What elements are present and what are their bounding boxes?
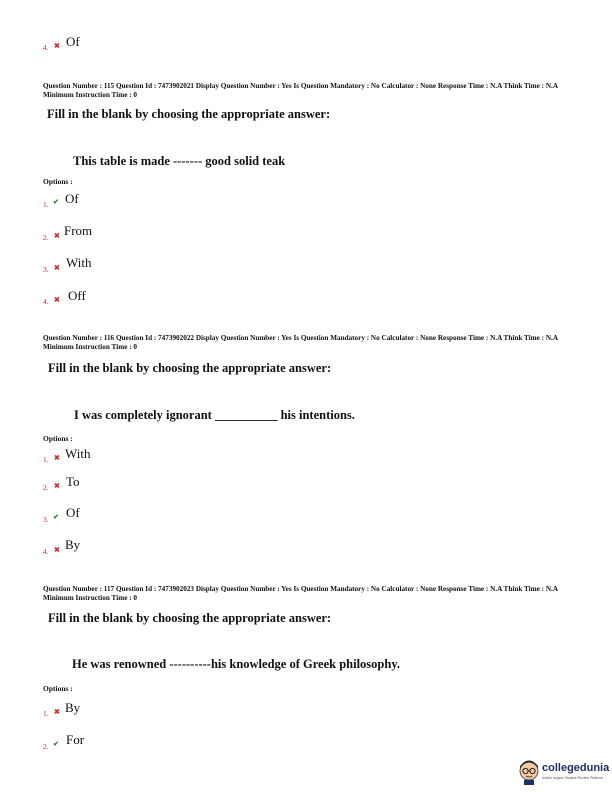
question-text: He was renowned ----------his knowledge of Greek philosophy.: [72, 657, 401, 671]
wrong-mark-icon: ✖: [54, 296, 60, 304]
logo-name: collegedunia: [542, 762, 610, 774]
question-meta: Question Number : 117 Question Id : 7473902023 Display Question Number : Yes Is Question Mandatory : No Calculator : None Response Time : N.A Think Time : N.A Minimum Instruction Time : 0: [43, 585, 558, 602]
option-number: 4.: [43, 43, 49, 52]
option-number: 1.: [43, 709, 49, 718]
question-instruction: Fill in the blank by choosing the appropriate answer:: [48, 611, 332, 625]
mascot-icon: [518, 759, 540, 785]
option-text: With: [66, 255, 92, 270]
option-number: 1.: [43, 200, 49, 209]
options-label: Options :: [43, 434, 73, 443]
option-number: 3.: [43, 265, 49, 274]
option-text: Of: [66, 505, 80, 520]
option-number: 2.: [43, 483, 49, 492]
wrong-mark-icon: ✖: [54, 42, 60, 50]
option-text: From: [64, 223, 93, 238]
question-instruction: Fill in the blank by choosing the appropriate answer:: [48, 361, 332, 375]
question-text: I was completely ignorant __________ his intentions.: [74, 408, 355, 422]
wrong-mark-icon: ✖: [54, 264, 60, 272]
option-number: 2.: [43, 742, 49, 751]
options-label: Options :: [43, 684, 73, 693]
option-text: For: [66, 732, 85, 747]
logo-tagline: India's largest Student Review Platform: [542, 776, 603, 780]
question-instruction: Fill in the blank by choosing the appropriate answer:: [47, 107, 331, 121]
option-text: Of: [66, 34, 80, 49]
wrong-mark-icon: ✖: [54, 454, 60, 462]
correct-mark-icon: ✔: [53, 740, 59, 748]
option-text: By: [65, 700, 81, 715]
option-number: 4.: [43, 547, 49, 556]
question-meta: Question Number : 115 Question Id : 7473902021 Display Question Number : Yes Is Question Mandatory : No Calculator : None Response Time : N.A Think Time : N.A Minimum Instruction Time : 0: [43, 82, 558, 99]
option-number: 2.: [43, 233, 49, 242]
question-text: This table is made ------- good solid teak: [73, 154, 286, 168]
option-number: 4.: [43, 297, 49, 306]
wrong-mark-icon: ✖: [54, 482, 60, 490]
option-number: 3.: [43, 515, 49, 524]
collegedunia-logo: [517, 756, 612, 786]
option-text: To: [66, 474, 80, 489]
option-text: With: [65, 446, 91, 461]
wrong-mark-icon: ✖: [54, 232, 60, 240]
correct-mark-icon: ✔: [53, 198, 59, 206]
correct-mark-icon: ✔: [53, 513, 59, 521]
wrong-mark-icon: ✖: [54, 546, 60, 554]
option-text: Of: [65, 191, 79, 206]
question-meta: Question Number : 116 Question Id : 7473902022 Display Question Number : Yes Is Question Mandatory : No Calculator : None Response Time : N.A Think Time : N.A Minimum Instruction Time : 0: [43, 334, 558, 351]
option-number: 1.: [43, 455, 49, 464]
options-label: Options :: [43, 177, 73, 186]
option-text: By: [65, 537, 81, 552]
option-text: Off: [68, 288, 86, 303]
wrong-mark-icon: ✖: [54, 708, 60, 716]
